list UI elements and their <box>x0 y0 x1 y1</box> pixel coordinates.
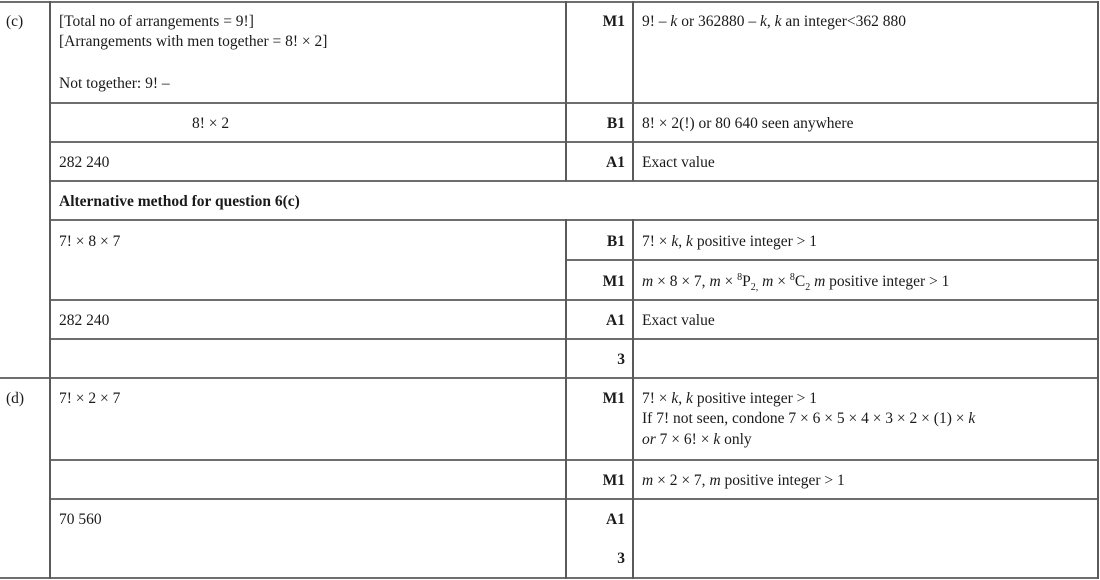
column-divider <box>632 1 634 181</box>
guidance-d-m1-line3: or 7 × 6! × k only <box>642 431 752 448</box>
mark-c-a1: A1 <box>606 154 625 171</box>
mark-alt-m1: M1 <box>602 273 625 290</box>
question-label-c: (c) <box>6 13 24 30</box>
guidance-d-m1-line1: 7! × k, k positive integer > 1 <box>642 390 818 407</box>
guidance-c-b1: 8! × 2(!) or 80 640 seen anywhere <box>642 115 854 132</box>
row-divider <box>50 459 1099 461</box>
row-divider <box>50 102 1099 104</box>
working-d: 7! × 2 × 7 <box>59 390 121 407</box>
row-divider <box>50 299 1099 301</box>
working-men-together: [Arrangements with men together = 8! × 2] <box>59 33 328 50</box>
guidance-alt-a1: Exact value <box>642 312 715 329</box>
mark-alt-b1: B1 <box>606 233 625 250</box>
row-divider <box>50 219 1099 221</box>
guidance-d-m1-second: m × 2 × 7, m positive integer > 1 <box>642 472 845 489</box>
row-divider <box>0 1 1099 3</box>
row-divider <box>0 377 1099 379</box>
row-divider <box>565 259 1099 261</box>
working-8fact-times-2: 8! × 2 <box>192 115 230 132</box>
question-label-d: (d) <box>6 390 25 407</box>
answer-d: 70 560 <box>59 511 102 528</box>
guidance-d-m1-line2: If 7! not seen, condone 7 × 6 × 5 × 4 × 3 × 2 × (1) × k <box>642 410 976 427</box>
total-marks-d: 3 <box>617 550 625 567</box>
guidance-alt-b1: 7! × k, k positive integer > 1 <box>642 233 818 250</box>
column-divider <box>49 1 51 579</box>
column-divider <box>1097 1 1099 579</box>
working-not-together: Not together: 9! – <box>59 75 170 92</box>
mark-c-b1: B1 <box>606 115 625 132</box>
alt-working: 7! × 8 × 7 <box>59 233 121 250</box>
mark-d-m1-second: M1 <box>602 472 625 489</box>
column-divider <box>632 219 634 579</box>
row-divider <box>50 338 1099 340</box>
working-total-arrangements: [Total no of arrangements = 9!] <box>59 13 254 30</box>
alt-answer: 282 240 <box>59 312 110 329</box>
mark-d-m1-first: M1 <box>602 390 625 407</box>
guidance-alt-m1: m × 8 × 7, $m \times ^8P_{2,}$ $m \times ^8C_2$ m positive integer > 1 <box>642 271 950 294</box>
row-divider <box>50 498 1099 500</box>
guidance-c-a1: Exact value <box>642 154 715 171</box>
guidance-c-m1: 9! – k or 362880 – k, k an integer<362 880 <box>642 13 907 30</box>
answer-c: 282 240 <box>59 154 110 171</box>
mark-d-a1: A1 <box>606 511 625 528</box>
mark-c-m1: M1 <box>602 13 625 30</box>
total-marks-c: 3 <box>617 351 625 368</box>
row-divider <box>0 577 1099 579</box>
row-divider <box>50 180 1099 182</box>
row-divider <box>50 141 1099 143</box>
mark-alt-a1: A1 <box>606 312 625 329</box>
alternative-method-heading: Alternative method for question 6(c) <box>59 193 300 210</box>
